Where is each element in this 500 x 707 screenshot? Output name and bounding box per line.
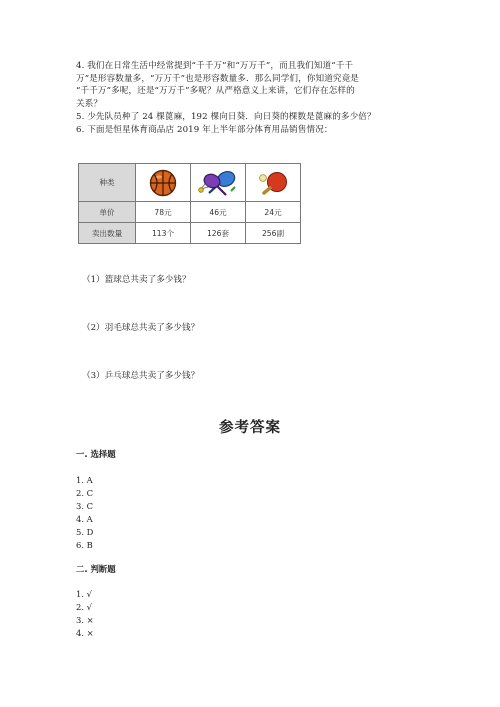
ping-pong-icon	[246, 164, 301, 202]
row-label-price: 单价	[79, 202, 136, 223]
price-cell: 46元	[191, 202, 246, 223]
row-label-sold: 卖出数量	[79, 223, 136, 244]
sold-cell: 126套	[191, 223, 246, 244]
judgement-answers-list	[76, 588, 94, 640]
list-item: 6. B	[76, 540, 93, 551]
sub-question-3: （3）乒乓球总共卖了多少钱？	[82, 371, 200, 381]
choice-answers-list	[76, 474, 93, 553]
list-item: 2. C	[76, 488, 94, 499]
list-item: 1. A	[76, 475, 93, 485]
list-item: 4. A	[76, 514, 93, 525]
sold-cell: 256副	[246, 223, 301, 244]
question-6-text: 6. 下面是恒星体育商品店 2019 年上半年部分体育用品销售情况：	[76, 125, 333, 135]
list-item: 5. D	[76, 527, 94, 538]
price-cell: 78元	[136, 202, 191, 223]
sold-cell: 113个	[136, 223, 191, 244]
basketball-icon	[136, 164, 191, 202]
question-4-line: 4. 我们在日常生活中经常提到“千千万”和“万万千”，而且我们知道“千千	[76, 61, 354, 71]
question-4-line: 万”是形容数量多，“万万千”也是形容数量多．那么同学们，你知道究竟是	[76, 73, 359, 84]
badminton-icon	[191, 164, 246, 202]
table-row-price	[79, 202, 301, 223]
question-4	[76, 60, 448, 110]
answer-key-title: 参考答案	[219, 419, 281, 436]
question-5	[76, 111, 448, 124]
question-4-line: “千千万”多呢，还是“万万千”多呢？从严格意义上来讲，它们存在怎样的	[76, 86, 355, 97]
sales-table	[78, 163, 301, 244]
question-5-text: 5. 少先队员种了 24 棵蓖麻，192 棵向日葵．向日葵的棵数是蓖麻的多少倍？	[76, 112, 376, 122]
sub-question-2: （2）羽毛球总共卖了多少钱？	[82, 323, 200, 333]
list-item: 3. ×	[76, 615, 94, 626]
table-row-sold	[79, 223, 301, 244]
row-label-type: 种类	[79, 164, 136, 202]
question-4-line: 关系？	[76, 98, 103, 109]
price-cell: 24元	[246, 202, 301, 223]
table-row-type	[79, 164, 301, 202]
section-heading-judgement: 二. 判断题	[76, 564, 116, 574]
section-heading-choice: 一. 选择题	[76, 449, 116, 459]
question-6	[76, 124, 448, 137]
sub-question-1: （1）篮球总共卖了多少钱？	[82, 275, 191, 285]
list-item: 2. √	[76, 602, 92, 613]
list-item: 3. C	[76, 501, 94, 512]
list-item: 1. √	[76, 589, 92, 599]
list-item: 4. ×	[76, 628, 94, 639]
